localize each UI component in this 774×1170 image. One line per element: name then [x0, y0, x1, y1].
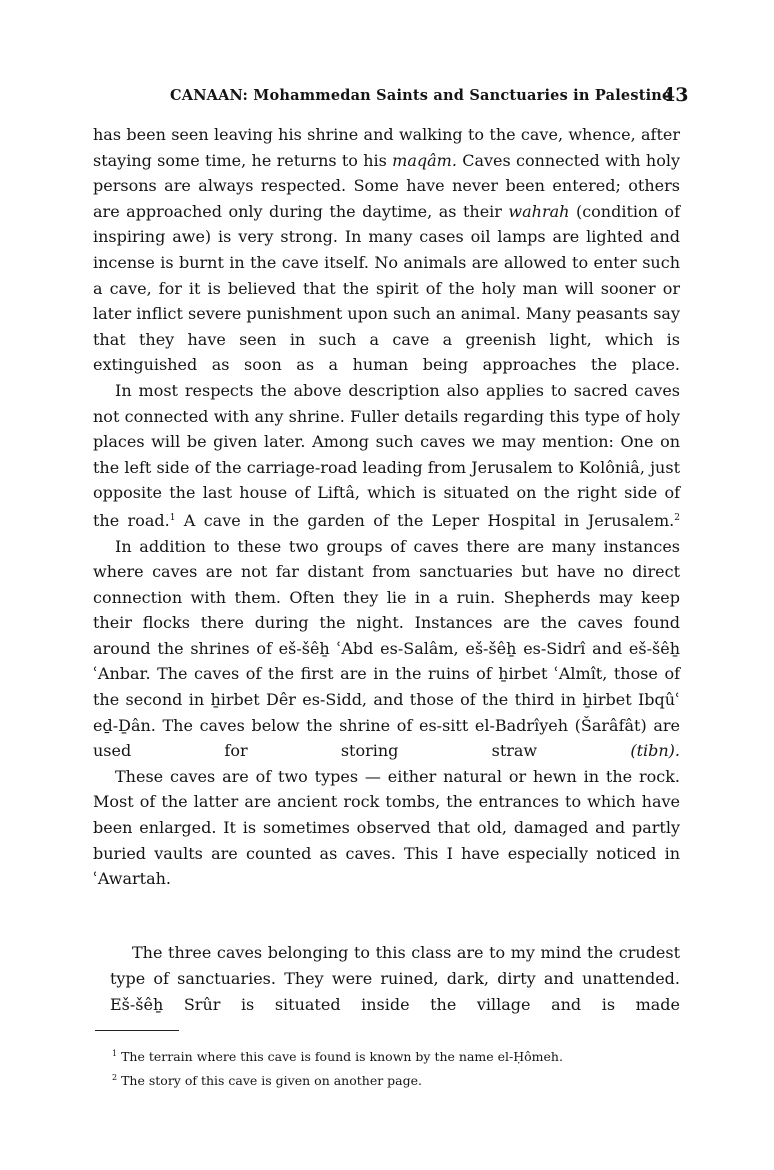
paragraph-4 [93, 764, 680, 892]
footnote-1 [112, 1043, 672, 1067]
footnote-mark-1: 1 [112, 1049, 118, 1058]
italic-term-tibn: (tibn). [630, 741, 680, 761]
paragraph-3-text: In addition to these two groups of caves there are many instances where caves are not far distant from sanctuaries but have no direct connection with them. Often they lie in a ruin. Shepherds may keep their flocks there during the night. Instances are the caves found around the shrines of eš-šêẖ ʿAbd es-Salâm, eš-šêẖ es-Sidrî and eš-šêẖ ʿAnbar. The caves of the first are in the ruins of ẖirbet ʿAlmît, those of the second in ẖirbet Dêr es-Sidd, and those of the third in ẖirbet Ibqûʿ eḏ-Ḏân. The caves below the shrine of es-sitt el-Badrîyeh (Šarâfât) are used for storing straw [93, 536, 680, 761]
paragraph-2 [93, 378, 680, 534]
footnote-text-2: The story of this cave is given on another page. [121, 1073, 422, 1088]
main-text [93, 122, 680, 892]
footnote-text-1: The terrain where this cave is found is known by the name el-Ḥômeh. [121, 1049, 563, 1064]
paragraph-4-text: These caves are of two types — either natural or hewn in the rock. Most of the latter are ancient rock tombs, the entrances to which have been enlarged. It is sometimes observed that old, damaged and partly buried vaults are counted as caves. This I have especially noticed in ʿAwartah. [93, 766, 680, 889]
paragraph-5-text: The three caves belonging to this class are to my mind the crudest type of sanctuaries. They were ruined, dark, dirty and unattended. Eš-šêẖ Srûr is situated inside the village and is made [110, 943, 680, 1014]
footnote-mark-2: 2 [112, 1073, 118, 1082]
paragraph-1-text-c: (condition of inspiring awe) is very strong. In many cases oil lamps are lighted and incense is burnt in the cave itself. No animals are allowed to enter such a cave, for it is believed that the spirit of the holy man will sooner or later inflict severe punishment upon such an animal. Many peasants say that they have seen in such a cave a greenish light, which is extinguished as soon as a human being approaches the place. [93, 201, 680, 375]
footnote-divider [95, 1030, 179, 1031]
page-number: 43 [662, 84, 689, 106]
paragraph-2-text-b: A cave in the garden of the Leper Hospital in Jerusalem. [175, 510, 675, 530]
footnote-ref-2[interactable]: 2 [674, 512, 681, 523]
footnote-ref-1[interactable]: 1 [169, 512, 176, 523]
paragraph-1-text-b: Caves connected with holy persons are always respected. Some have never been entered; others are approached only during the daytime, as their [93, 150, 680, 221]
italic-term-maqam: maqâm. [392, 150, 457, 170]
running-head: CANAAN: Mohammedan Saints and Sanctuaries in Palestine [170, 87, 672, 104]
footnotes [112, 1043, 672, 1091]
paragraph-2-text-a: In most respects the above description also applies to sacred caves not connected with any shrine. Fuller details regarding this type of holy places will be given later. Among such caves we may mention: One on the left side of the carriage-road leading from Jerusalem to Kolôniâ, just opposite the last house of Liftâ, which is situated on the right side of the road. [93, 380, 680, 530]
paragraph-3 [93, 534, 680, 764]
section-text [110, 940, 680, 1018]
paragraph-5 [110, 940, 680, 1018]
footnote-2 [112, 1067, 672, 1091]
paragraph-1-text-a: has been seen leaving his shrine and walking to the cave, whence, after staying some time, he returns to his [93, 125, 680, 170]
italic-term-wahrah: wahrah [508, 201, 570, 221]
paragraph-1 [93, 122, 680, 378]
